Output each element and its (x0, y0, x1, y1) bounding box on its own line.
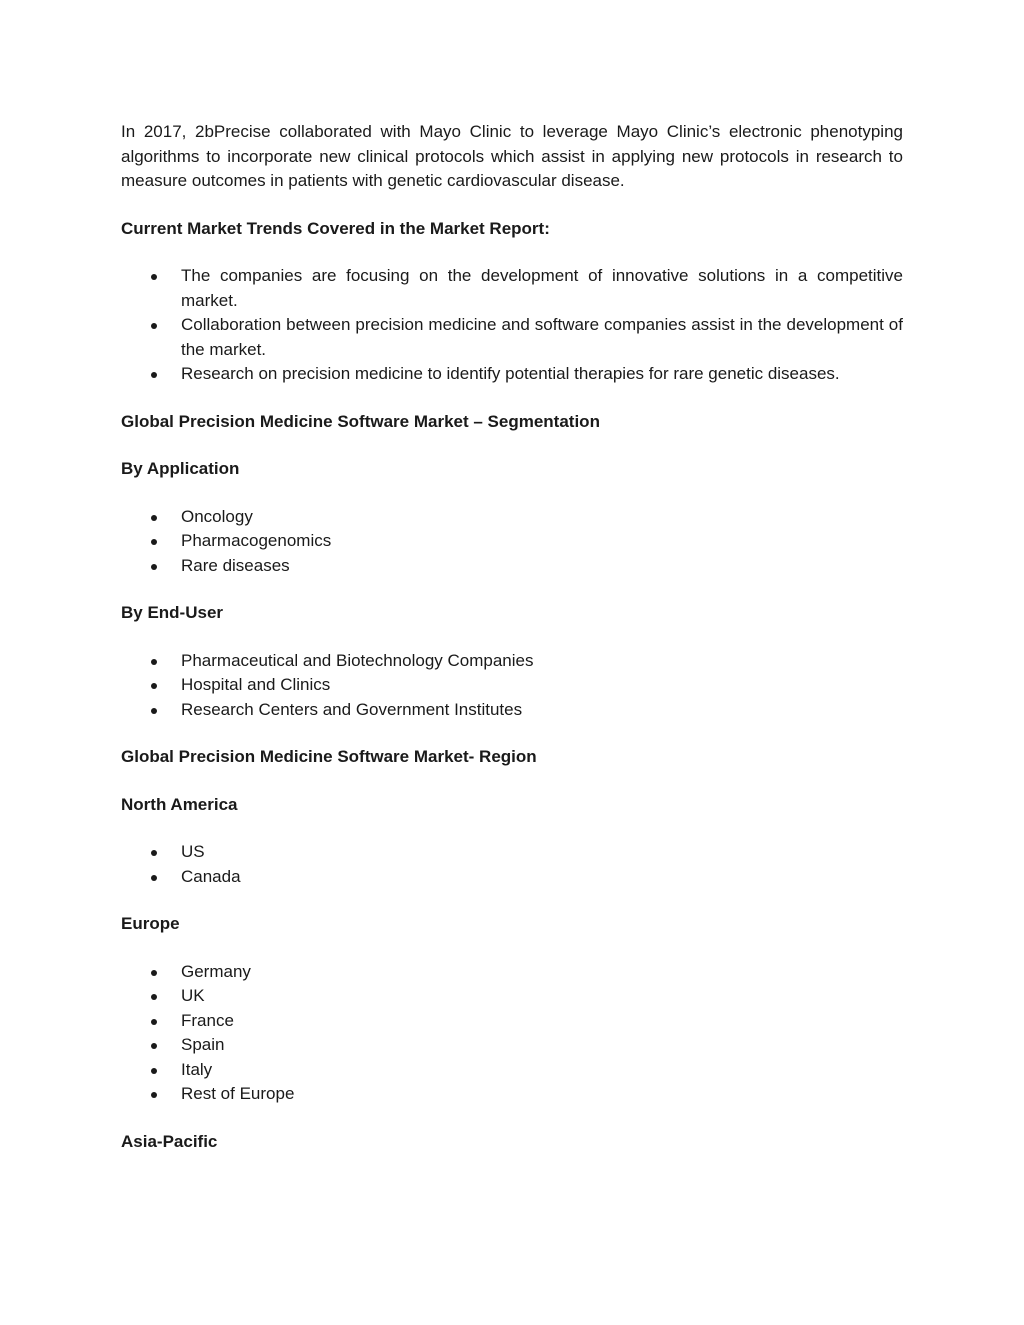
trends-heading: Current Market Trends Covered in the Market Report: (121, 218, 550, 238)
list-item (121, 529, 903, 554)
list-item-text: Research Centers and Government Institutes (181, 699, 523, 719)
bullet-icon (151, 1092, 157, 1098)
bullet-icon (151, 564, 157, 570)
list-item (121, 673, 903, 698)
list-item-text: Collaboration between precision medicine and software companies assist in the development of the market. (181, 315, 903, 359)
bullet-icon (151, 323, 157, 329)
by-end-user-heading: By End-User (121, 603, 224, 622)
list-item (121, 840, 903, 865)
list-item (121, 1058, 903, 1083)
list-item (121, 362, 903, 387)
bullet-icon (151, 1068, 157, 1074)
list-item-text: Spain (181, 1035, 225, 1054)
intro-paragraph: In 2017, 2bPrecise collaborated with Mayo Clinic to leverage Mayo Clinic’s electronic phenotyping algorithms to incorporate new clinical protocols which assist in applying new protocols in research to measure outcomes in patients with genetic cardiovascular disease. (121, 122, 903, 190)
bullet-icon (151, 683, 157, 689)
bullet-icon (151, 515, 157, 521)
bullet-icon (151, 1043, 157, 1049)
list-item-text: The companies are focusing on the development of innovative solutions in a competitive market. (181, 266, 903, 310)
list-item (121, 313, 903, 362)
list-item-text: Hospital and Clinics (181, 675, 331, 694)
north-america-heading: North America (121, 794, 238, 814)
list-item (121, 649, 903, 674)
list-item-text: US (181, 842, 205, 861)
list-item-text: Rare diseases (181, 555, 290, 575)
list-item (121, 1009, 903, 1034)
application-list (121, 505, 903, 579)
bullet-icon (151, 372, 157, 378)
list-item (121, 554, 903, 579)
bullet-icon (151, 539, 157, 545)
by-application-heading: By Application (121, 459, 240, 478)
document-page (121, 120, 903, 1177)
bullet-icon (151, 875, 157, 881)
trends-list (121, 264, 903, 387)
list-item-text: Germany (181, 961, 251, 981)
list-item-text: Canada (181, 866, 241, 886)
list-item-text: Rest of Europe (181, 1084, 295, 1103)
list-item (121, 698, 903, 723)
north-america-list (121, 840, 903, 889)
list-item (121, 865, 903, 890)
bullet-icon (151, 970, 157, 976)
bullet-icon (151, 994, 157, 1000)
list-item-text: Pharmaceutical and Biotechnology Companies (181, 650, 534, 670)
segmentation-heading: Global Precision Medicine Software Market – Segmentation (121, 411, 600, 431)
bullet-icon (151, 659, 157, 665)
bullet-icon (151, 708, 157, 714)
list-item-text: France (181, 1010, 234, 1030)
list-item-text: UK (181, 986, 205, 1005)
list-item (121, 1082, 903, 1107)
list-item (121, 505, 903, 530)
list-item (121, 984, 903, 1009)
europe-heading: Europe (121, 914, 180, 933)
list-item (121, 1033, 903, 1058)
end-user-list (121, 649, 903, 723)
list-item-text: Pharmacogenomics (181, 531, 332, 550)
asia-pacific-heading: Asia-Pacific (121, 1131, 218, 1151)
europe-list (121, 960, 903, 1107)
bullet-icon (151, 850, 157, 856)
list-item (121, 960, 903, 985)
bullet-icon (151, 1019, 157, 1025)
list-item-text: Italy (181, 1059, 213, 1079)
bullet-icon (151, 274, 157, 280)
region-heading: Global Precision Medicine Software Market- Region (121, 747, 537, 766)
list-item (121, 264, 903, 313)
list-item-text: Research on precision medicine to identify potential therapies for rare genetic diseases. (181, 364, 840, 383)
list-item-text: Oncology (181, 506, 253, 526)
